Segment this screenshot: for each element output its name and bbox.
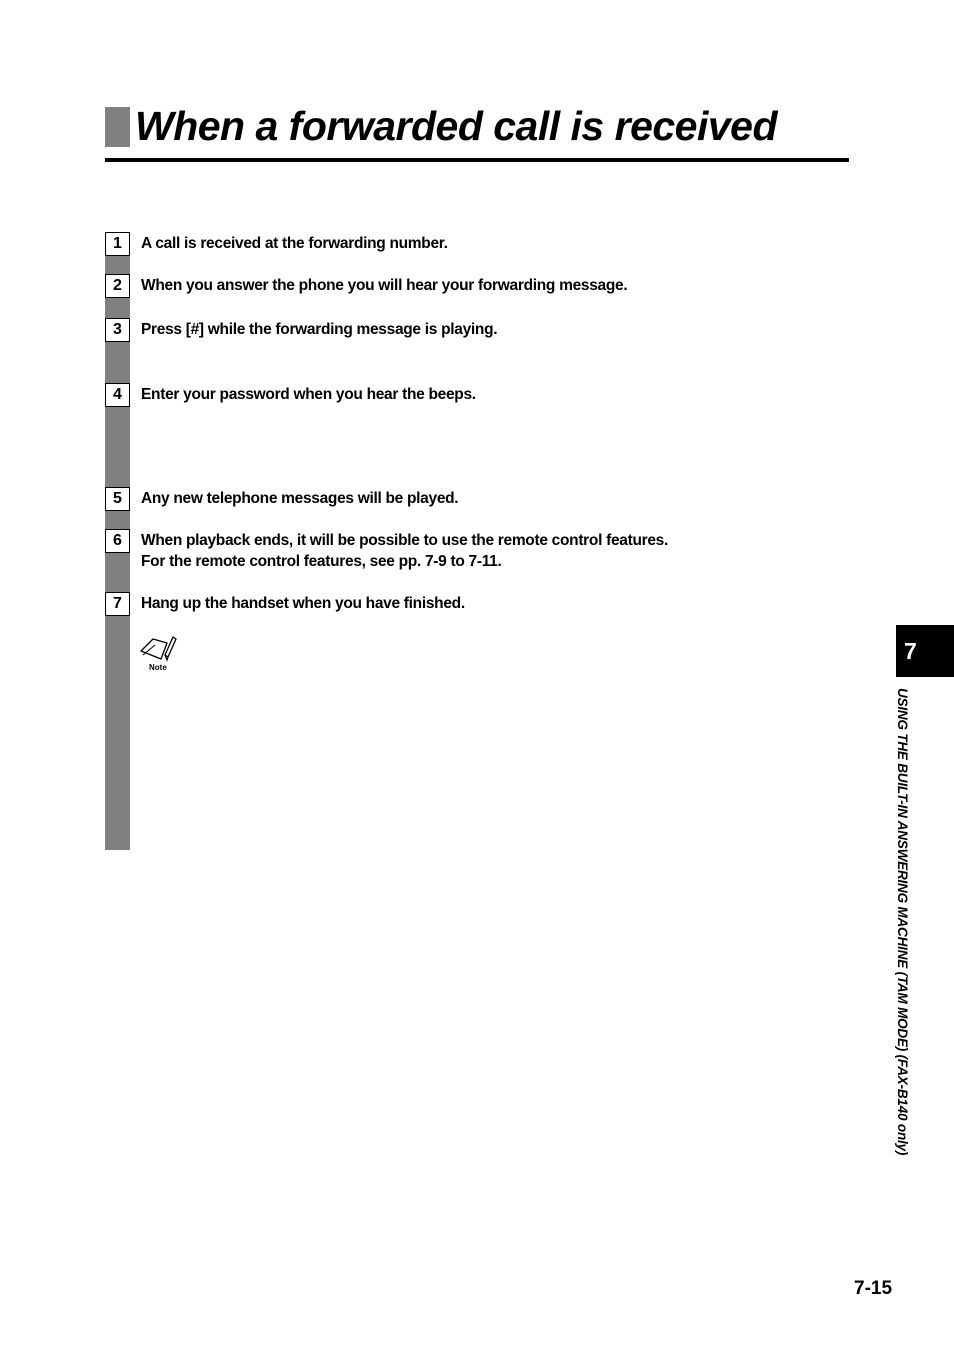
step-number: 6 (105, 529, 130, 553)
title-underline (105, 158, 849, 162)
step-number: 5 (105, 487, 130, 511)
note-label: Note (149, 663, 167, 672)
step-number: 1 (105, 232, 130, 256)
page-header (105, 103, 849, 163)
step-number: 2 (105, 274, 130, 298)
step-line: When you answer the phone you will hear your forwarding message. (141, 277, 628, 294)
step-line: Hang up the handset when you have finished. (141, 595, 465, 612)
step-text (141, 233, 448, 254)
step-number: 4 (105, 383, 130, 407)
chapter-tab: 7 (896, 625, 954, 677)
note-pencil-graphic (139, 633, 179, 665)
step-number: 3 (105, 318, 130, 342)
title-marker (105, 107, 130, 147)
step-line: A call is received at the forwarding number. (141, 235, 448, 252)
page-number: 7-15 (854, 1278, 893, 1299)
step-line: Any new telephone messages will be played. (141, 490, 459, 507)
step-number: 7 (105, 592, 130, 616)
step-line: When playback ends, it will be possible to use the remote control features. (141, 532, 669, 549)
side-chapter-title: USING THE BUILT-IN ANSWERING MACHINE (TAM MODE) (FAX-B140 only) (895, 688, 910, 1156)
step-text (141, 275, 627, 296)
step-line: For the remote control features, see pp. 7-9 to 7-11. (141, 553, 502, 570)
step-line: Press [#] while the forwarding message is playing. (141, 321, 498, 338)
step-text (141, 319, 497, 340)
step-text (141, 593, 465, 614)
note-pencil-icon (139, 633, 179, 675)
step-text (141, 384, 476, 405)
step-line: Enter your password when you hear the beeps. (141, 386, 476, 403)
page-title: When a forwarded call is received (135, 103, 778, 149)
side-chapter-title-container (891, 688, 913, 1228)
step-text (141, 488, 458, 509)
step-text (141, 530, 668, 572)
